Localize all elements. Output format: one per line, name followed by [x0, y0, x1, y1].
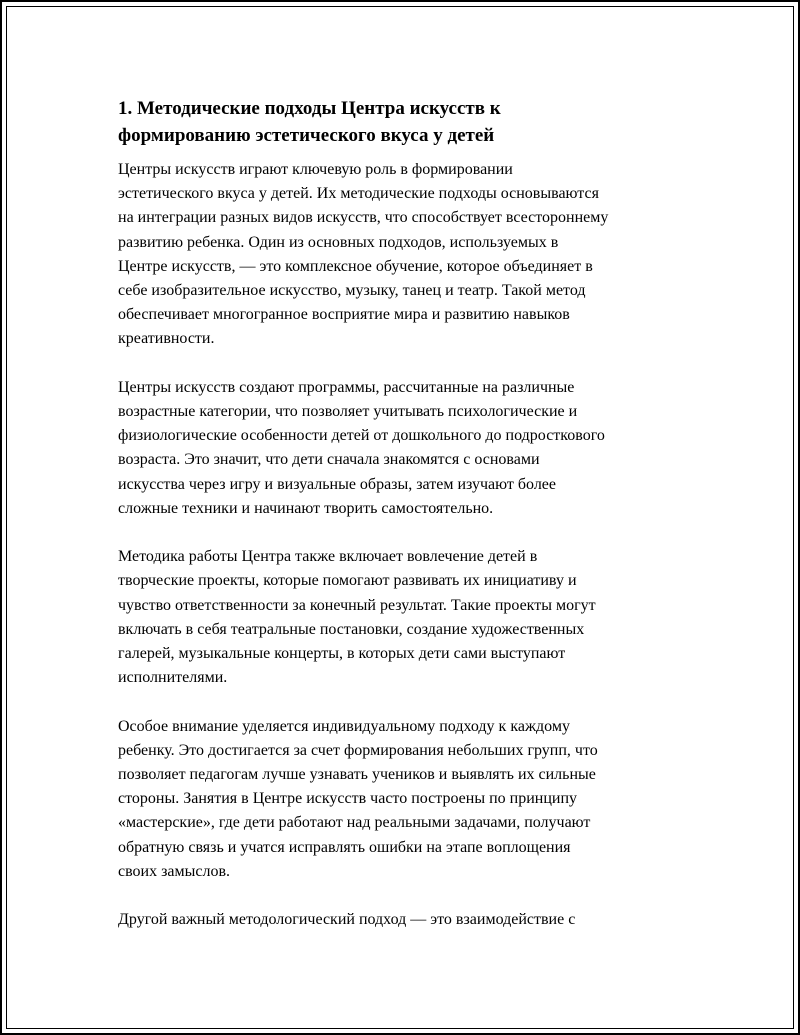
paragraph-3 [118, 545, 693, 690]
heading-line: 1. Методические подходы Центра искусств к [118, 98, 501, 119]
paragraph-4 [118, 715, 693, 884]
text-line: обратную связь и учатся исправлять ошибки на этапе воплощения [118, 838, 571, 856]
text-line: включать в себя театральные постановки, создание художественных [118, 620, 585, 638]
text-line: Методика работы Центра также включает вовлечение детей в [118, 548, 538, 566]
section-heading [118, 95, 693, 149]
text-line: возраста. Это значит, что дети сначала знакомятся с основами [118, 451, 540, 469]
text-line: своих замыслов. [118, 862, 231, 880]
text-line: себе изобразительное искусство, музыку, танец и театр. Такой метод [118, 282, 586, 300]
text-line: возрастные категории, что позволяет учитывать психологические и [118, 403, 578, 421]
document-body [118, 95, 693, 932]
text-line: креативности. [118, 330, 215, 348]
heading-line: формированию эстетического вкуса у детей [118, 125, 495, 146]
text-line: Особое внимание уделяется индивидуальному подходу к каждому [118, 717, 570, 735]
text-line: Центры искусств играют ключевую роль в формировании [118, 161, 513, 178]
text-line: творческие проекты, которые помогают развивать их инициативу и [118, 572, 577, 590]
text-line: Другой важный методологический подход — это взаимодействие с [118, 911, 576, 929]
text-line: физиологические особенности детей от дошкольного до подросткового [118, 427, 605, 445]
text-line: «мастерские», где дети работают над реальными задачами, получают [118, 814, 591, 832]
text-line: развитию ребенка. Один из основных подходов, используемых в [118, 233, 559, 251]
paragraph-5 [118, 908, 693, 932]
text-line: исполнителями. [118, 669, 228, 687]
text-line: эстетического вкуса у детей. Их методические подходы основываются [118, 185, 599, 203]
text-line: галерей, музыкальные концерты, в которых дети сами выступают [118, 645, 566, 663]
text-line: на интеграции разных видов искусств, что способствует всестороннему [118, 209, 609, 227]
text-line: ребенку. Это достигается за счет формирования небольших групп, что [118, 741, 598, 759]
text-line: позволяет педагогам лучше узнавать учеников и выявлять их сильные [118, 766, 596, 784]
text-line: искусства через игру и визуальные образы, затем изучают более [118, 475, 557, 493]
text-line: Центре искусств, — это комплексное обучение, которое объединяет в [118, 257, 593, 275]
paragraph-2 [118, 376, 693, 521]
text-line: обеспечивает многогранное восприятие мира и развитию навыков [118, 306, 570, 324]
text-line: чувство ответственности за конечный результат. Такие проекты могут [118, 596, 596, 614]
text-line: стороны. Занятия в Центре искусств часто построены по принципу [118, 790, 577, 808]
text-line: Центры искусств создают программы, рассчитанные на различные [118, 378, 575, 396]
text-line: сложные техники и начинают творить самостоятельно. [118, 499, 494, 517]
paragraph-1 [118, 158, 693, 352]
